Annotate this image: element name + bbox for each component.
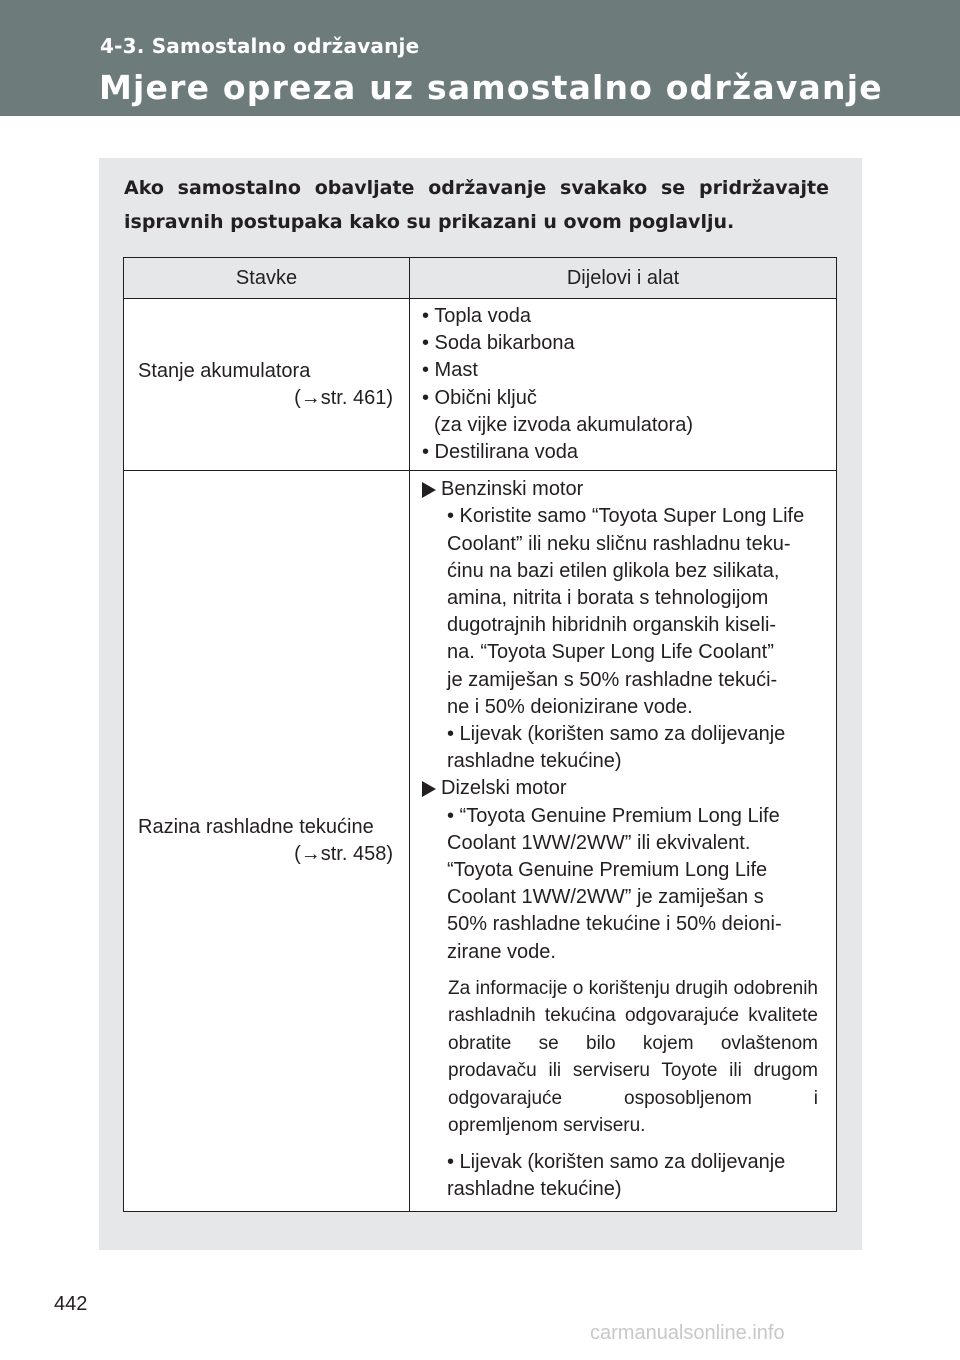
item-name: Razina rashladne tekućine	[138, 816, 374, 839]
text-line: Coolant” ili neku sličnu rashladnu teku-	[447, 532, 791, 555]
list-item	[422, 803, 828, 966]
list-item: • Topla voda	[422, 305, 531, 327]
item-cell-battery	[124, 299, 410, 471]
text-line: rashladne tekućine)	[447, 1178, 622, 1201]
list-item: • Soda bikarbona	[422, 332, 575, 355]
page-reference: (→str. 458)	[294, 843, 393, 866]
page-title: Mjere opreza uz samostalno održavanje	[99, 68, 883, 107]
text-line: • Lijevak (korišten samo za dolijevanje	[447, 723, 786, 746]
list-item: • Destilirana voda	[422, 441, 578, 464]
list-item: • Mast	[422, 359, 478, 382]
text-line: • Koristite samo “Toyota Super Long Life	[447, 505, 805, 528]
column-header-parts: Dijelovi i alat	[410, 258, 837, 299]
section-label: 4-3. Samostalno održavanje	[100, 34, 420, 58]
parts-cell-battery	[410, 299, 837, 471]
text-line: amina, nitrita i borata s tehnologijom	[447, 587, 769, 610]
triangle-bullet-icon	[422, 781, 436, 797]
subheading-label: Dizelski motor	[441, 777, 567, 800]
text-line: Coolant 1WW/2WW” ili ekvivalent.	[447, 831, 751, 854]
text-line: 50% rashladne tekućine i 50% deioni-	[447, 913, 782, 936]
page-reference: (→str. 461)	[294, 386, 393, 409]
table-header-row	[124, 258, 837, 299]
parts-table	[123, 257, 837, 1212]
triangle-bullet-icon	[422, 482, 436, 498]
text-line: ne i 50% deionizirane vode.	[447, 695, 693, 718]
text-line: “Toyota Genuine Premium Long Life	[447, 859, 768, 882]
text-line: zirane vode.	[447, 940, 556, 963]
text-line: Coolant 1WW/2WW” je zamiješan s	[447, 886, 764, 909]
intro-text: Ako samostalno obavljate održavanje svakako se pridržavajte ispravnih postupaka kako su prikazani u ovom poglavlju.	[124, 177, 829, 233]
text-line: na. “Toyota Super Long Life Coolant”	[447, 641, 774, 664]
text-line: je zamiješan s 50% rashladne tekući-	[447, 668, 778, 691]
list-item	[422, 503, 828, 721]
subheading-label: Benzinski motor	[441, 478, 584, 501]
table-row-battery	[124, 299, 837, 471]
coolant-note: Za informacije o korištenju drugih odobrenih rashladnih tekućina odgovarajuće kvalitete obratite se bilo kojem ovlaštenom prodavaču ili serviseru Toyote ili drugom odgovarajuće osposobljenom i opremljenom serviseru.	[448, 977, 818, 1137]
text-line: rashladne tekućine)	[447, 750, 622, 773]
item-cell-coolant	[124, 471, 410, 1212]
text-line: dugotrajnih hibridnih organskih kiseli-	[447, 614, 777, 637]
list-item: • Obični ključ	[422, 386, 537, 409]
text-line: • Lijevak (korišten samo za dolijevanje	[447, 1150, 786, 1173]
watermark: carmanualsonline.info	[590, 1322, 785, 1344]
column-header-items: Stavke	[124, 258, 410, 299]
subheading-petrol-engine	[422, 476, 828, 503]
text-line: ćinu na bazi etilen glikola bez silikata,	[447, 559, 780, 582]
item-name: Stanje akumulatora	[138, 359, 311, 382]
subheading-diesel-engine	[422, 775, 828, 802]
parts-cell-coolant	[410, 471, 837, 1212]
list-item	[422, 721, 828, 775]
chapter-header-bar	[0, 0, 960, 116]
text-line: • “Toyota Genuine Premium Long Life	[447, 804, 780, 827]
page-number: 442	[54, 1293, 88, 1315]
list-item	[422, 1149, 828, 1203]
list-item-continuation: (za vijke izvoda akumulatora)	[434, 413, 693, 436]
table-row-coolant	[124, 471, 837, 1212]
